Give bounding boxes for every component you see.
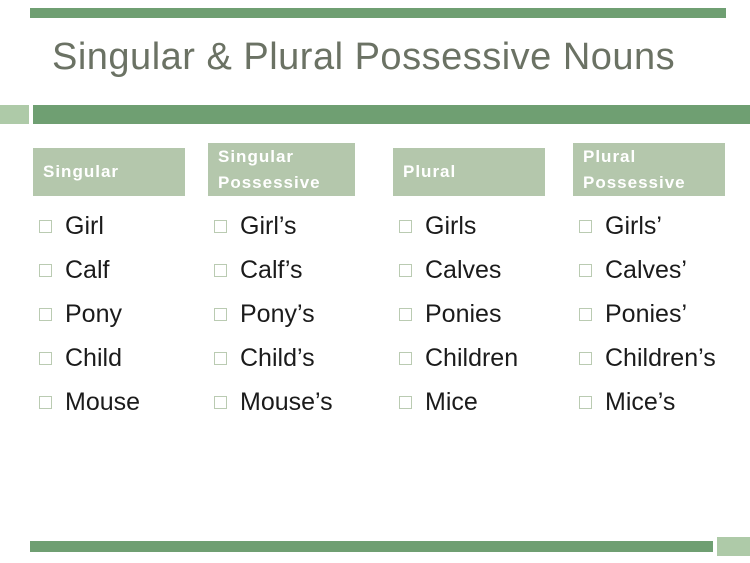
item-label: Pony <box>65 299 122 328</box>
item-label: Calves <box>425 255 502 284</box>
list-item <box>393 248 545 292</box>
item-label: Mice’s <box>605 387 676 416</box>
list-item <box>33 248 185 292</box>
bullet-square-icon <box>579 264 592 277</box>
column-plural-possessive <box>573 143 725 424</box>
list-item <box>33 336 185 380</box>
bullet-square-icon <box>579 308 592 321</box>
header-line: Possessive <box>583 172 686 192</box>
item-label: Ponies <box>425 299 502 328</box>
bullet-square-icon <box>399 308 412 321</box>
bottom-accent-square <box>717 537 750 556</box>
list-item <box>393 336 545 380</box>
list-item <box>208 380 355 424</box>
bullet-square-icon <box>214 220 227 233</box>
list-item <box>208 292 355 336</box>
column-plural <box>393 143 545 424</box>
column-header-plural-possessive <box>573 143 725 196</box>
bullet-square-icon <box>399 264 412 277</box>
item-label: Ponies’ <box>605 299 687 328</box>
item-label: Calf <box>65 255 110 284</box>
header-line: Plural <box>583 146 637 166</box>
word-list-plural <box>393 204 545 424</box>
item-label: Girl’s <box>240 211 297 240</box>
word-list-plural-possessive <box>573 204 725 424</box>
bullet-square-icon <box>399 220 412 233</box>
word-list-singular <box>33 204 185 424</box>
bullet-square-icon <box>579 352 592 365</box>
slide-title: Singular & Plural Possessive Nouns <box>52 36 676 78</box>
list-item <box>208 204 355 248</box>
list-item <box>393 380 545 424</box>
bullet-square-icon <box>399 352 412 365</box>
bullet-square-icon <box>39 220 52 233</box>
bullet-square-icon <box>214 264 227 277</box>
bullet-square-icon <box>399 396 412 409</box>
bullet-square-icon <box>39 352 52 365</box>
list-item <box>573 204 725 248</box>
item-label: Child <box>65 343 122 372</box>
bullet-square-icon <box>39 264 52 277</box>
list-item <box>33 380 185 424</box>
header-line: Singular <box>43 162 120 181</box>
item-label: Calf’s <box>240 255 303 284</box>
header-line: Plural <box>403 162 457 181</box>
column-singular-possessive <box>208 143 355 424</box>
item-label: Mouse’s <box>240 387 333 416</box>
header-line: Possessive <box>218 172 321 192</box>
item-label: Girls’ <box>605 211 662 240</box>
bullet-square-icon <box>579 396 592 409</box>
list-item <box>393 292 545 336</box>
bottom-accent-bar <box>30 541 713 552</box>
header-line: Singular <box>218 146 295 166</box>
top-accent-bar <box>30 8 726 18</box>
list-item <box>393 204 545 248</box>
divider-bar <box>33 105 750 124</box>
item-label: Children’s <box>605 343 716 372</box>
list-item <box>33 204 185 248</box>
divider-accent-square <box>0 105 29 124</box>
word-list-singular-possessive <box>208 204 355 424</box>
list-item <box>573 248 725 292</box>
column-header-singular-possessive <box>208 143 355 196</box>
item-label: Girls <box>425 211 477 240</box>
bullet-square-icon <box>39 308 52 321</box>
bullet-square-icon <box>214 396 227 409</box>
bullet-square-icon <box>214 308 227 321</box>
column-header-singular <box>33 148 185 196</box>
bullet-square-icon <box>214 352 227 365</box>
item-label: Mice <box>425 387 478 416</box>
bullet-square-icon <box>39 396 52 409</box>
list-item <box>573 336 725 380</box>
item-label: Pony’s <box>240 299 315 328</box>
list-item <box>33 292 185 336</box>
list-item <box>208 248 355 292</box>
list-item <box>573 292 725 336</box>
bullet-square-icon <box>579 220 592 233</box>
item-label: Child’s <box>240 343 315 372</box>
item-label: Children <box>425 343 519 372</box>
column-singular <box>33 143 185 424</box>
list-item <box>573 380 725 424</box>
list-item <box>208 336 355 380</box>
item-label: Girl <box>65 211 104 240</box>
item-label: Mouse <box>65 387 141 416</box>
item-label: Calves’ <box>605 255 687 284</box>
column-header-plural <box>393 148 545 196</box>
